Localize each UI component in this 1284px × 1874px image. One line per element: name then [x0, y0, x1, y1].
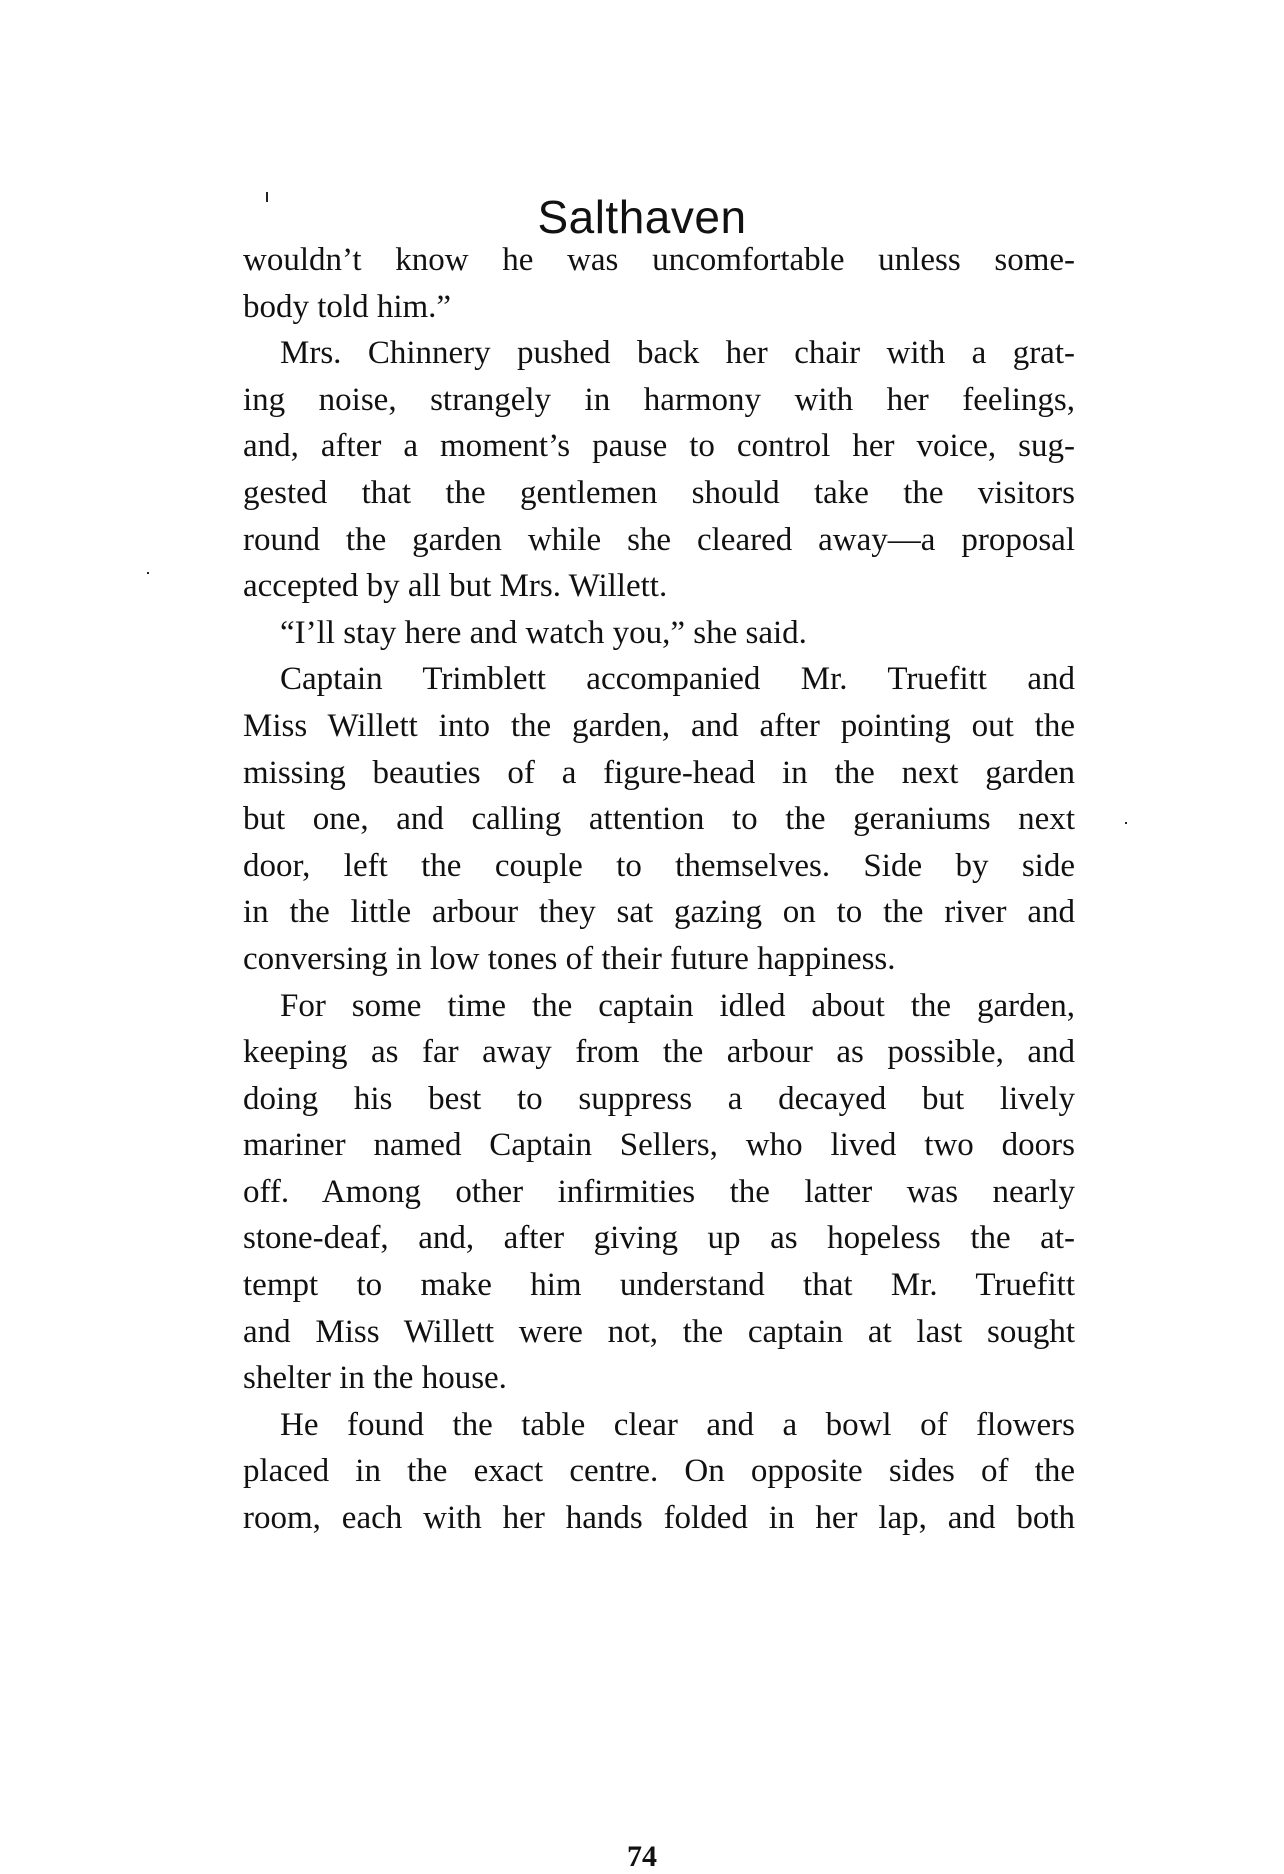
text-line: but one, and calling attention to the geraniums next: [243, 801, 1075, 838]
text-line: doing his best to suppress a decayed but lively: [243, 1080, 1075, 1117]
text-line: in the little arbour they sat gazing on to the river and: [243, 894, 1075, 931]
text-line: off. Among other infirmities the latter was nearly: [243, 1173, 1075, 1210]
running-head: Salthaven: [537, 191, 747, 243]
text-line: wouldn’t know he was uncomfortable unless some-: [243, 242, 1075, 278]
text-line: body told him.”: [243, 288, 452, 325]
text-line: and, after a moment’s pause to control her voice, sug-: [243, 428, 1075, 465]
page-number: 74: [627, 1840, 657, 1873]
text-line: keeping as far away from the arbour as possible, and: [243, 1034, 1075, 1071]
body-text: [243, 237, 1075, 1542]
text-line: stone-deaf, and, after giving up as hopeless the at-: [243, 1220, 1075, 1257]
text-line: accepted by all but Mrs. Willett.: [243, 568, 668, 605]
text-line: conversing in low tones of their future happiness.: [243, 940, 896, 977]
text-line: missing beauties of a figure-head in the next garden: [243, 754, 1075, 791]
text-line: round the garden while she cleared away—a proposal: [243, 521, 1075, 558]
text-line: and Miss Willett were not, the captain at last sought: [243, 1313, 1075, 1350]
text-line: He found the table clear and a bowl of flowers: [280, 1406, 1075, 1443]
text-line: “I’ll stay here and watch you,” she said.: [280, 614, 807, 651]
text-line: room, each with her hands folded in her lap, and both: [243, 1500, 1075, 1537]
print-speck: [1125, 822, 1127, 824]
print-speck: [147, 572, 149, 574]
text-line: ing noise, strangely in harmony with her feelings,: [243, 381, 1075, 418]
text-line: shelter in the house.: [243, 1360, 507, 1397]
text-line: mariner named Captain Sellers, who lived two doors: [243, 1127, 1075, 1164]
text-line: For some time the captain idled about the garden,: [280, 987, 1075, 1024]
text-line: placed in the exact centre. On opposite sides of the: [243, 1453, 1075, 1490]
text-line: gested that the gentlemen should take the visitors: [243, 474, 1075, 511]
text-line: tempt to make him understand that Mr. Truefitt: [243, 1267, 1075, 1304]
text-line: Mrs. Chinnery pushed back her chair with a grat-: [280, 335, 1075, 372]
text-line: door, left the couple to themselves. Side by side: [243, 847, 1075, 884]
text-line: Miss Willett into the garden, and after pointing out the: [243, 707, 1075, 744]
text-line: Captain Trimblett accompanied Mr. Truefitt and: [280, 661, 1075, 698]
